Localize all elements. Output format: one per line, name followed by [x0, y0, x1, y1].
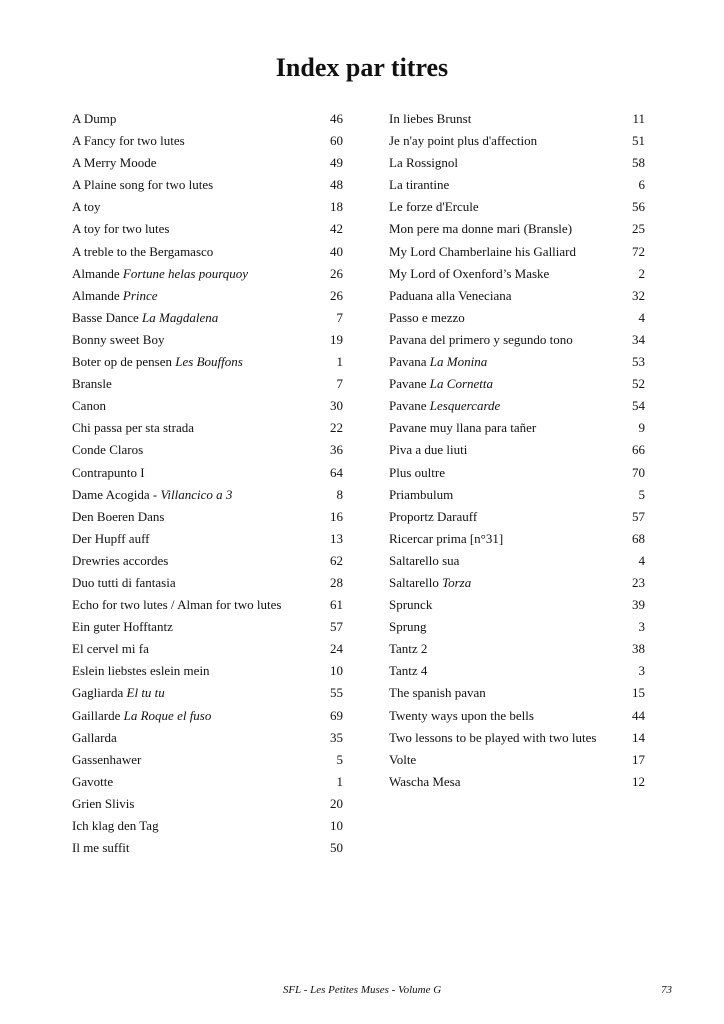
entry-title-text: Pavana — [389, 354, 430, 370]
entry-page-number: 11 — [632, 111, 645, 126]
entry-title-text: Der Hupff auff — [72, 530, 150, 546]
index-entry — [389, 307, 645, 329]
entry-title — [389, 174, 449, 196]
entry-title-italic: La Monina — [429, 354, 488, 370]
entry-page-number: 39 — [632, 597, 645, 613]
entry-page-number: 69 — [330, 707, 343, 723]
entry-title — [389, 351, 487, 373]
entry-title — [72, 616, 173, 638]
index-entry — [389, 395, 645, 417]
footer-page-number: 73 — [661, 984, 672, 996]
entry-title — [72, 307, 218, 329]
entry-title-italic: Lesquercarde — [429, 398, 501, 414]
footer-publication: SFL - Les Petites Muses - Volume G — [282, 984, 442, 996]
entry-page-number: 54 — [632, 398, 645, 414]
entry-title — [72, 771, 113, 793]
entry-page-number: 17 — [632, 751, 645, 767]
index-entry — [72, 705, 343, 727]
index-entry — [72, 373, 343, 395]
entry-page-number: 9 — [638, 420, 645, 436]
entry-page-number: 70 — [632, 464, 645, 480]
index-entry — [72, 771, 343, 793]
entry-page-number: 40 — [330, 243, 343, 259]
entry-title-text: Le forze d'Ercule — [389, 199, 479, 215]
entry-title — [72, 218, 170, 240]
entry-title — [72, 660, 210, 682]
entry-page-number: 72 — [632, 243, 645, 259]
index-entry — [389, 771, 645, 793]
index-entry — [389, 329, 645, 351]
entry-title — [389, 130, 537, 152]
entry-page-number: 12 — [632, 773, 645, 789]
entry-title-text: Dame Acogida - — [72, 486, 161, 502]
entry-page-number: 15 — [632, 685, 645, 701]
entry-title — [72, 108, 116, 130]
entry-page-number: 22 — [330, 420, 343, 436]
index-entry — [389, 660, 645, 682]
index-entry — [72, 793, 343, 815]
entry-page-number: 13 — [330, 530, 343, 546]
index-entry — [72, 550, 343, 572]
entry-title-text: Grien Slivis — [72, 795, 135, 811]
index-entry — [389, 616, 645, 638]
entry-title — [72, 174, 213, 196]
index-entry — [72, 130, 343, 152]
entry-title-text: Saltarello — [389, 574, 443, 590]
index-entry — [389, 130, 645, 152]
entry-page-number: 2 — [638, 265, 645, 281]
entry-title-text: Priambulum — [389, 486, 454, 502]
index-entry — [72, 638, 343, 660]
entry-page-number: 30 — [330, 398, 343, 414]
entry-page-number: 7 — [336, 376, 343, 392]
entry-title-text: Eslein liebstes eslein mein — [72, 663, 210, 679]
entry-page-number: 42 — [330, 221, 343, 237]
entry-title-text: Bonny sweet Boy — [72, 331, 165, 347]
entry-title-text: Bransle — [72, 376, 112, 392]
index-entry — [72, 417, 343, 439]
index-entry — [389, 263, 645, 285]
index-entry — [389, 373, 645, 395]
index-entry — [389, 241, 645, 263]
entry-title — [389, 152, 458, 174]
index-entry — [72, 660, 343, 682]
index-entry — [389, 528, 645, 550]
entry-title-italic: La Roque el fuso — [123, 707, 212, 723]
entry-page-number: 55 — [330, 685, 343, 701]
entry-title-text: El cervel mi fa — [72, 641, 149, 657]
entry-title — [389, 241, 576, 263]
entry-title-text: In liebes Brunst — [389, 111, 472, 126]
entry-page-number: 10 — [330, 818, 343, 833]
entry-title — [72, 638, 149, 660]
entry-page-number: 35 — [330, 729, 343, 745]
entry-page-number: 57 — [330, 619, 343, 635]
index-entry — [389, 439, 645, 461]
entry-page-number: 24 — [330, 641, 343, 657]
entry-title-text: Pavane — [389, 398, 430, 414]
entry-page-number: 68 — [632, 530, 645, 546]
entry-title — [72, 130, 185, 152]
entry-title-text: A toy for two lutes — [72, 221, 170, 237]
entry-title — [389, 329, 573, 351]
index-entry — [72, 572, 343, 594]
entry-title-text: Gallarda — [72, 729, 117, 745]
entry-title — [389, 439, 467, 461]
entry-page-number: 26 — [330, 287, 343, 303]
entry-title — [389, 218, 572, 240]
entry-title-italic: El tu tu — [126, 685, 165, 701]
index-entry — [389, 506, 645, 528]
entry-title-italic: Torza — [442, 574, 472, 590]
entry-title — [389, 594, 432, 616]
entry-title-text: Passo e mezzo — [389, 309, 465, 325]
entry-title-text: Pavane — [389, 376, 430, 392]
entry-title-text: Volte — [389, 751, 417, 767]
entry-title-italic: La Cornetta — [429, 376, 494, 392]
entry-title-text: A toy — [72, 199, 101, 215]
index-entry — [389, 152, 645, 174]
entry-title — [389, 727, 596, 749]
entry-title — [72, 727, 117, 749]
entry-page-number: 10 — [330, 663, 343, 679]
entry-title-text: A Merry Moode — [72, 155, 157, 171]
entry-title — [72, 152, 157, 174]
entry-page-number: 7 — [336, 309, 343, 325]
index-entry — [389, 285, 645, 307]
entry-title — [389, 263, 549, 285]
entry-title-italic: Prince — [122, 287, 158, 303]
entry-page-number: 49 — [330, 155, 343, 171]
entry-title-text: Canon — [72, 398, 106, 414]
entry-title-text: My Lord Chamberlaine his Galliard — [389, 243, 577, 259]
index-entry — [72, 395, 343, 417]
index-entry — [72, 329, 343, 351]
index-entry — [389, 572, 645, 594]
entry-title-text: Pavane muy llana para tañer — [389, 420, 537, 436]
index-entry — [72, 837, 343, 859]
entry-title-text: Den Boeren Dans — [72, 508, 165, 524]
entry-page-number: 50 — [330, 840, 343, 856]
entry-title-text: My Lord of Oxenford’s Maske — [389, 265, 550, 281]
entry-title — [72, 373, 112, 395]
entry-title-text: Contrapunto I — [72, 464, 145, 480]
entry-title-text: Il me suffit — [72, 840, 130, 856]
entry-title-text: Gaillarde — [72, 707, 124, 723]
entry-title-text: Duo tutti di fantasia — [72, 574, 176, 590]
entry-page-number: 58 — [632, 155, 645, 171]
index-entry — [72, 285, 343, 307]
entry-title — [72, 594, 281, 616]
entry-title — [389, 108, 471, 130]
index-entry — [389, 417, 645, 439]
index-entry — [72, 484, 343, 506]
entry-page-number: 56 — [632, 199, 645, 215]
entry-page-number: 51 — [632, 133, 645, 149]
index-entry — [389, 550, 645, 572]
entry-title-text: A Dump — [72, 111, 117, 126]
index-entry — [72, 196, 343, 218]
index-entry — [72, 682, 343, 704]
entry-page-number: 20 — [330, 795, 343, 811]
entry-page-number: 19 — [330, 331, 343, 347]
entry-page-number: 46 — [330, 111, 343, 126]
entry-page-number: 25 — [632, 221, 645, 237]
entry-title-text: Twenty ways upon the bells — [389, 707, 534, 723]
entry-title-text: A Fancy for two lutes — [72, 133, 185, 149]
index-column-left — [72, 108, 343, 859]
index-entry — [389, 484, 645, 506]
entry-title — [389, 771, 461, 793]
entry-page-number: 4 — [638, 552, 645, 568]
index-entry — [72, 594, 343, 616]
index-column-right — [389, 108, 645, 793]
entry-title-italic: Les Bouffons — [175, 354, 243, 370]
entry-title — [389, 550, 459, 572]
entry-title — [72, 528, 150, 550]
entry-title-text: Basse Dance — [72, 309, 143, 325]
entry-page-number: 28 — [330, 574, 343, 590]
entry-title — [72, 285, 158, 307]
entry-title-italic: La Magdalena — [142, 309, 219, 325]
entry-title-text: Piva a due liuti — [389, 442, 468, 458]
entry-page-number: 3 — [638, 663, 645, 679]
index-entry — [72, 263, 343, 285]
entry-title-text: Tantz 2 — [389, 641, 428, 657]
entry-title — [72, 705, 211, 727]
index-entry — [389, 749, 645, 771]
index-entry — [72, 307, 343, 329]
entry-title — [389, 285, 511, 307]
entry-page-number: 26 — [330, 265, 343, 281]
entry-title — [72, 462, 145, 484]
entry-title — [389, 749, 416, 771]
entry-title — [389, 373, 493, 395]
entry-title-text: Sprung — [389, 619, 427, 635]
entry-title-text: Je n'ay point plus d'affection — [389, 133, 538, 149]
entry-page-number: 18 — [330, 199, 343, 215]
entry-title — [72, 196, 101, 218]
entry-page-number: 66 — [632, 442, 645, 458]
entry-page-number: 61 — [330, 597, 343, 613]
entry-title — [72, 351, 243, 373]
entry-title-text: Ich klag den Tag — [72, 818, 159, 833]
entry-title — [389, 660, 427, 682]
entry-page-number: 16 — [330, 508, 343, 524]
entry-title — [389, 638, 427, 660]
entry-title — [72, 550, 168, 572]
entry-title — [72, 837, 130, 859]
index-entry — [72, 462, 343, 484]
index-entry — [389, 108, 645, 130]
entry-title-text: Almande — [72, 287, 123, 303]
entry-title-text: Wascha Mesa — [389, 773, 461, 789]
entry-title-text: Mon pere ma donne mari (Bransle) — [389, 221, 573, 237]
entry-page-number: 64 — [330, 464, 343, 480]
entry-title-text: Almande — [72, 265, 123, 281]
entry-page-number: 23 — [632, 574, 645, 590]
entry-title-text: The spanish pavan — [389, 685, 486, 701]
entry-page-number: 1 — [336, 354, 343, 370]
entry-title — [389, 462, 445, 484]
entry-title — [72, 395, 106, 417]
index-entry — [72, 506, 343, 528]
entry-title-text: Drewries accordes — [72, 552, 169, 568]
entry-page-number: 44 — [632, 707, 645, 723]
entry-title-text: Gagliarda — [72, 685, 127, 701]
entry-title-text: A Plaine song for two lutes — [72, 177, 214, 193]
entry-title-text: Sprunck — [389, 597, 433, 613]
entry-title — [389, 528, 503, 550]
index-entry — [389, 174, 645, 196]
index-entry — [72, 616, 343, 638]
entry-page-number: 5 — [638, 486, 645, 502]
index-entry — [72, 439, 343, 461]
entry-title — [72, 815, 159, 837]
entry-title-text: Tantz 4 — [389, 663, 428, 679]
entry-title-text: La Rossignol — [389, 155, 458, 171]
entry-title-text: Saltarello sua — [389, 552, 460, 568]
entry-title-text: Pavana del primero y segundo tono — [389, 331, 573, 347]
entry-title-text: Chi passa per sta strada — [72, 420, 195, 436]
entry-page-number: 38 — [632, 641, 645, 657]
entry-page-number: 52 — [632, 376, 645, 392]
entry-title-text: Gassenhawer — [72, 751, 142, 767]
entry-title-text: Plus oultre — [389, 464, 445, 480]
index-entry — [389, 218, 645, 240]
index-entry — [72, 241, 343, 263]
entry-title-text: La tirantine — [389, 177, 450, 193]
entry-title — [72, 241, 213, 263]
entry-title-text: Ein guter Hofftantz — [72, 619, 173, 635]
index-entry — [72, 152, 343, 174]
entry-page-number: 62 — [330, 552, 343, 568]
entry-title — [389, 484, 453, 506]
entry-title — [72, 417, 194, 439]
entry-title-text: A treble to the Bergamasco — [72, 243, 214, 259]
entry-page-number: 34 — [632, 331, 645, 347]
index-entry — [72, 815, 343, 837]
entry-page-number: 60 — [330, 133, 343, 149]
entry-title-text: Boter op de pensen — [72, 354, 176, 370]
index-entry — [389, 462, 645, 484]
entry-title — [72, 749, 141, 771]
entry-title-text: Proportz Darauff — [389, 508, 478, 524]
entry-page-number: 14 — [632, 729, 645, 745]
index-entry — [389, 594, 645, 616]
entry-title-text: Echo for two lutes / Alman for two lutes — [72, 597, 282, 613]
entry-title-italic: Fortune helas pourquoy — [122, 265, 249, 281]
entry-page-number: 3 — [638, 619, 645, 635]
index-entry — [72, 108, 343, 130]
entry-page-number: 4 — [638, 309, 645, 325]
entry-page-number: 32 — [632, 287, 645, 303]
entry-page-number: 1 — [336, 773, 343, 789]
entry-title — [72, 263, 248, 285]
entry-title — [72, 329, 164, 351]
entry-title — [389, 705, 534, 727]
entry-title — [389, 506, 477, 528]
entry-title — [72, 682, 165, 704]
page-title: Index par titres — [275, 53, 449, 83]
entry-title — [389, 307, 465, 329]
entry-title — [72, 439, 143, 461]
index-entry — [389, 727, 645, 749]
index-entry — [72, 174, 343, 196]
index-entry — [72, 218, 343, 240]
entry-page-number: 5 — [336, 751, 343, 767]
entry-title — [72, 506, 164, 528]
entry-title — [389, 395, 500, 417]
entry-title-text: Conde Claros — [72, 442, 144, 458]
entry-title-text: Gavotte — [72, 773, 114, 789]
entry-page-number: 6 — [638, 177, 645, 193]
entry-page-number: 36 — [330, 442, 343, 458]
entry-title — [72, 484, 232, 506]
entry-title — [389, 417, 536, 439]
index-entry — [389, 196, 645, 218]
entry-title-italic: Villancico a 3 — [160, 486, 233, 502]
index-entry — [72, 351, 343, 373]
index-entry — [72, 727, 343, 749]
entry-page-number: 48 — [330, 177, 343, 193]
entry-title — [72, 572, 176, 594]
index-entry — [389, 705, 645, 727]
entry-title — [389, 616, 427, 638]
entry-title-text: Paduana alla Veneciana — [389, 287, 512, 303]
entry-title-text: Ricercar prima [n°31] — [389, 530, 504, 546]
entry-page-number: 8 — [336, 486, 343, 502]
index-entry — [389, 638, 645, 660]
index-entry — [72, 528, 343, 550]
index-entry — [389, 351, 645, 373]
entry-page-number: 53 — [632, 354, 645, 370]
entry-title — [389, 572, 471, 594]
entry-page-number: 57 — [632, 508, 645, 524]
entry-title-text: Two lessons to be played with two lutes — [389, 729, 597, 745]
entry-title — [389, 196, 479, 218]
index-entry — [389, 682, 645, 704]
index-entry — [72, 749, 343, 771]
entry-title — [72, 793, 134, 815]
entry-title — [389, 682, 486, 704]
